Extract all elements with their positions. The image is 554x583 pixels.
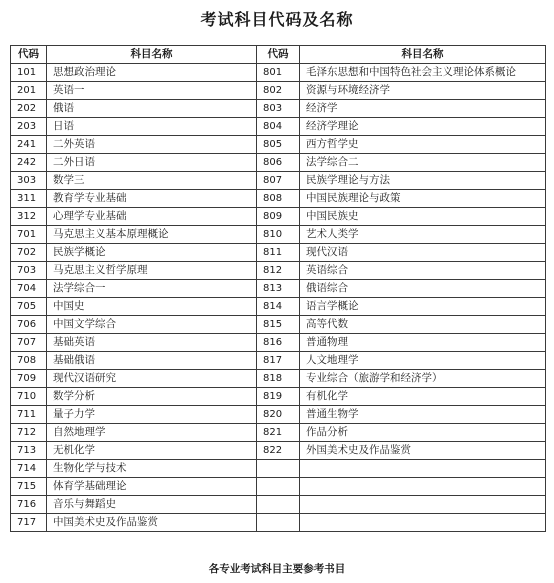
- subject-code-left: 705: [11, 298, 47, 316]
- header-code-right: 代码: [257, 46, 300, 64]
- subject-code-left: 709: [11, 370, 47, 388]
- table-row: [11, 496, 546, 514]
- subject-code-right: 809: [257, 208, 300, 226]
- subject-name-left: 自然地理学: [47, 424, 257, 442]
- subject-name-left: 无机化学: [47, 442, 257, 460]
- table-row: [11, 136, 546, 154]
- table-row: [11, 262, 546, 280]
- subject-name-right: 俄语综合: [300, 280, 546, 298]
- subject-name-left: 教育学专业基础: [47, 190, 257, 208]
- subject-code-left: 701: [11, 226, 47, 244]
- table-row: [11, 478, 546, 496]
- subject-code-left: 101: [11, 64, 47, 82]
- subject-name-right: 外国美术史及作品鉴赏: [300, 442, 546, 460]
- table-header-row: [11, 46, 546, 64]
- table-row: [11, 64, 546, 82]
- subject-name-left: 俄语: [47, 100, 257, 118]
- subject-name-left: 数学分析: [47, 388, 257, 406]
- table-body: [11, 64, 546, 532]
- subject-code-left: 707: [11, 334, 47, 352]
- table-row: [11, 316, 546, 334]
- subject-name-left: 基础英语: [47, 334, 257, 352]
- table-row: [11, 82, 546, 100]
- subject-name-right: [300, 496, 546, 514]
- subject-name-right: 普通物理: [300, 334, 546, 352]
- table-row: [11, 442, 546, 460]
- subject-code-right: [257, 478, 300, 496]
- table-row: [11, 226, 546, 244]
- subject-code-right: 807: [257, 172, 300, 190]
- subject-name-left: 中国美术史及作品鉴赏: [47, 514, 257, 532]
- subject-code-right: 819: [257, 388, 300, 406]
- subject-code-left: 303: [11, 172, 47, 190]
- subject-code-left: 715: [11, 478, 47, 496]
- subject-name-right: 有机化学: [300, 388, 546, 406]
- subject-code-left: 706: [11, 316, 47, 334]
- table-row: [11, 334, 546, 352]
- subject-name-right: 语言学概论: [300, 298, 546, 316]
- subject-name-right: 民族学理论与方法: [300, 172, 546, 190]
- table-row: [11, 424, 546, 442]
- subject-code-left: 201: [11, 82, 47, 100]
- subject-code-left: 311: [11, 190, 47, 208]
- subject-code-right: 814: [257, 298, 300, 316]
- subject-code-left: 717: [11, 514, 47, 532]
- reference-books-heading: 各专业考试科目主要参考书目: [208, 563, 346, 575]
- table-row: [11, 154, 546, 172]
- table-row: [11, 352, 546, 370]
- subject-name-right: 资源与环境经济学: [300, 82, 546, 100]
- header-name-right: 科目名称: [300, 46, 546, 64]
- subject-code-left: 203: [11, 118, 47, 136]
- subject-name-right: 法学综合二: [300, 154, 546, 172]
- subject-code-right: [257, 496, 300, 514]
- subject-name-left: 数学三: [47, 172, 257, 190]
- header-name-left: 科目名称: [47, 46, 257, 64]
- table-row: [11, 244, 546, 262]
- subject-name-left: 心理学专业基础: [47, 208, 257, 226]
- subject-code-right: 813: [257, 280, 300, 298]
- table-row: [11, 280, 546, 298]
- subject-code-left: 714: [11, 460, 47, 478]
- table-row: [11, 208, 546, 226]
- subject-code-left: 708: [11, 352, 47, 370]
- subject-code-left: 710: [11, 388, 47, 406]
- subject-code-table: [10, 45, 546, 532]
- subject-code-right: 815: [257, 316, 300, 334]
- subject-code-right: 820: [257, 406, 300, 424]
- subject-name-right: 经济学: [300, 100, 546, 118]
- subject-name-right: 西方哲学史: [300, 136, 546, 154]
- subject-code-right: 802: [257, 82, 300, 100]
- subject-code-left: 716: [11, 496, 47, 514]
- subject-name-right: 高等代数: [300, 316, 546, 334]
- subject-code-right: 811: [257, 244, 300, 262]
- subject-code-right: 812: [257, 262, 300, 280]
- subject-name-left: 思想政治理论: [47, 64, 257, 82]
- subject-code-right: 822: [257, 442, 300, 460]
- subject-code-right: 821: [257, 424, 300, 442]
- subject-code-left: 711: [11, 406, 47, 424]
- subject-name-left: 基础俄语: [47, 352, 257, 370]
- subject-code-right: 817: [257, 352, 300, 370]
- subject-code-left: 241: [11, 136, 47, 154]
- table-row: [11, 514, 546, 532]
- subject-code-right: 818: [257, 370, 300, 388]
- subject-name-right: 中国民族理论与政策: [300, 190, 546, 208]
- subject-code-right: 806: [257, 154, 300, 172]
- subject-code-left: 312: [11, 208, 47, 226]
- subject-name-left: 英语一: [47, 82, 257, 100]
- subject-code-right: 808: [257, 190, 300, 208]
- subject-code-left: 242: [11, 154, 47, 172]
- subject-code-right: 801: [257, 64, 300, 82]
- subject-name-left: 二外英语: [47, 136, 257, 154]
- table-row: [11, 370, 546, 388]
- subject-code-left: 712: [11, 424, 47, 442]
- subject-name-left: 音乐与舞蹈史: [47, 496, 257, 514]
- subject-name-right: 作品分析: [300, 424, 546, 442]
- header-code-left: 代码: [11, 46, 47, 64]
- subject-name-left: 马克思主义哲学原理: [47, 262, 257, 280]
- table-row: [11, 460, 546, 478]
- subject-name-right: [300, 514, 546, 532]
- subject-name-left: 法学综合一: [47, 280, 257, 298]
- subject-code-right: 804: [257, 118, 300, 136]
- subject-name-right: 毛泽东思想和中国特色社会主义理论体系概论: [300, 64, 546, 82]
- table-row: [11, 406, 546, 424]
- subject-name-left: 生物化学与技术: [47, 460, 257, 478]
- subject-code-right: 816: [257, 334, 300, 352]
- page-title: 考试科目代码及名称: [200, 10, 354, 29]
- table-row: [11, 190, 546, 208]
- subject-name-right: 现代汉语: [300, 244, 546, 262]
- subject-name-right: [300, 460, 546, 478]
- table-row: [11, 172, 546, 190]
- subject-name-right: 艺术人类学: [300, 226, 546, 244]
- table-row: [11, 298, 546, 316]
- subject-name-right: 普通生物学: [300, 406, 546, 424]
- subject-code-left: 704: [11, 280, 47, 298]
- subject-code-left: 713: [11, 442, 47, 460]
- subject-name-left: 民族学概论: [47, 244, 257, 262]
- subject-name-right: 人文地理学: [300, 352, 546, 370]
- subject-code-right: 803: [257, 100, 300, 118]
- subject-name-right: 经济学理论: [300, 118, 546, 136]
- table-row: [11, 100, 546, 118]
- subject-name-right: 英语综合: [300, 262, 546, 280]
- subject-name-left: 二外日语: [47, 154, 257, 172]
- subject-name-right: [300, 478, 546, 496]
- subject-name-left: 中国史: [47, 298, 257, 316]
- subject-name-right: 专业综合（旅游学和经济学）: [300, 370, 546, 388]
- subject-name-left: 现代汉语研究: [47, 370, 257, 388]
- subject-code-right: [257, 460, 300, 478]
- subject-code-left: 703: [11, 262, 47, 280]
- subject-code-right: 810: [257, 226, 300, 244]
- subject-name-right: 中国民族史: [300, 208, 546, 226]
- subject-name-left: 中国文学综合: [47, 316, 257, 334]
- subject-code-left: 702: [11, 244, 47, 262]
- table-row: [11, 118, 546, 136]
- subject-code-left: 202: [11, 100, 47, 118]
- subject-name-left: 体育学基础理论: [47, 478, 257, 496]
- subject-name-left: 马克思主义基本原理概论: [47, 226, 257, 244]
- subject-code-right: 805: [257, 136, 300, 154]
- table-row: [11, 388, 546, 406]
- subject-code-right: [257, 514, 300, 532]
- subject-name-left: 日语: [47, 118, 257, 136]
- subject-name-left: 量子力学: [47, 406, 257, 424]
